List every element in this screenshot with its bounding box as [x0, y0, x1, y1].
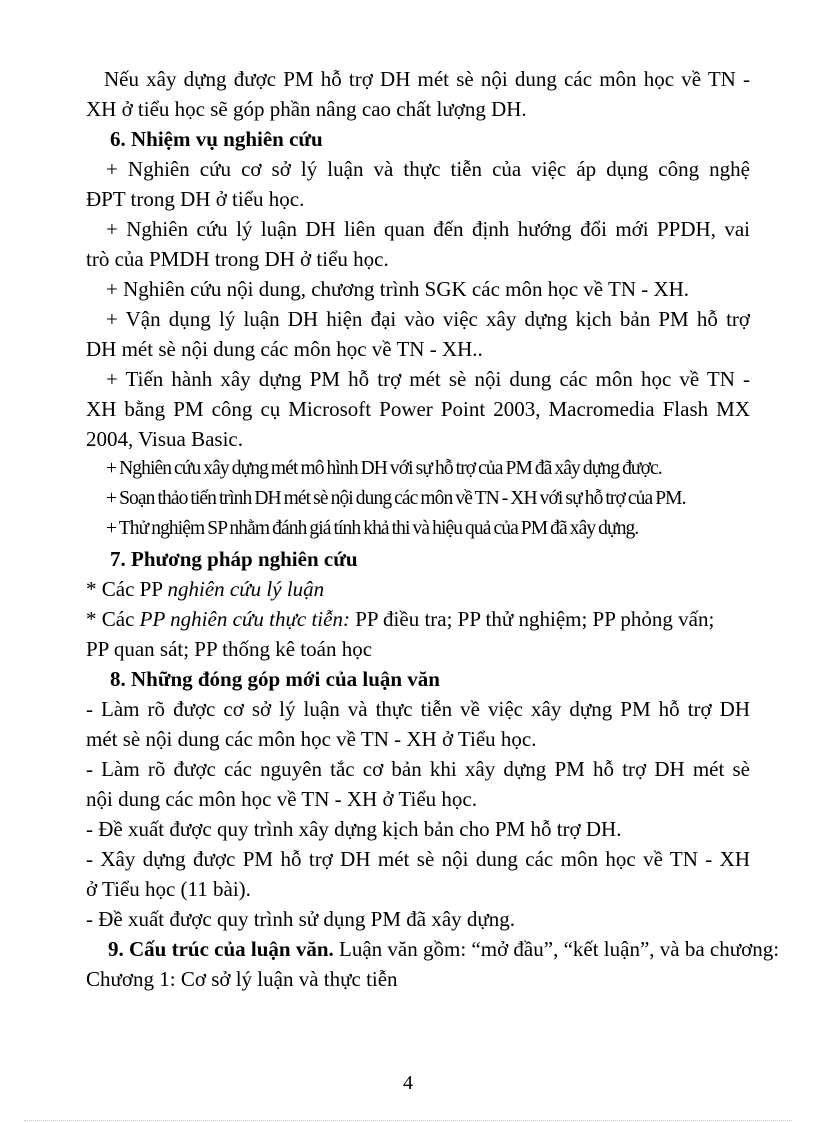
section-9-text: Luận văn gồm: “mở đầu”, “kết luận”, và ba chương:	[333, 937, 780, 961]
chapter-1-line: Chương 1: Cơ sở lý luận và thực tiễn	[86, 967, 398, 991]
task-1-line-2: ĐPT trong DH ở tiểu học.	[86, 187, 305, 211]
method-2-continued: PP quan sát; PP thống kê toán học	[86, 637, 373, 661]
task-2-line-1: + Nghiên cứu lý luận DH liên quan đến định hướng đổi mới PPDH, vai	[106, 217, 750, 241]
task-4-line-2: DH mét sè nội dung các môn học về TN - XH..	[86, 337, 483, 361]
method-2-rest: PP điều tra; PP thử nghiệm; PP phỏng vấn;	[349, 607, 715, 631]
method-2-prefix: * Các	[86, 607, 140, 631]
section-9-heading: 9. Cấu trúc của luận văn.	[108, 937, 334, 961]
contribution-3-line-1: - Đề xuất được quy trình xây dựng kịch bản cho PM hỗ trợ DH.	[86, 817, 622, 841]
contribution-2-line-2: nội dung các môn học về TN - XH ở Tiểu học.	[86, 787, 478, 811]
method-2	[86, 604, 750, 634]
page-bottom-border	[24, 1120, 792, 1121]
page-number: 4	[403, 1072, 413, 1094]
document-page	[86, 64, 780, 994]
task-7-line-1: + Soạn thảo tiến trình DH mét sè nội dung các môn về TN - XH với sự hỗ trợ của PM.	[106, 488, 686, 509]
section-8-heading: 8. Những đóng góp mới của luận văn	[110, 667, 440, 691]
contribution-1-line-1: - Làm rõ được cơ sở lý luận và thực tiễn về việc xây dựng PM hỗ trợ DH	[86, 697, 750, 721]
hypothesis-line-1: Nếu xây dựng được PM hỗ trợ DH mét sè nội dung các môn học về TN -	[104, 67, 750, 91]
method-1-prefix: * Các PP	[86, 577, 168, 601]
section-6-heading: 6. Nhiệm vụ nghiên cứu	[110, 127, 323, 151]
task-5-line-1: + Tiến hành xây dựng PM hỗ trợ mét sè nội dung các môn học về TN -	[106, 367, 750, 391]
task-3-line-1: + Nghiên cứu nội dung, chương trình SGK các môn học về TN - XH.	[106, 277, 690, 301]
contribution-2-line-1: - Làm rõ được các nguyên tắc cơ bản khi xây dựng PM hỗ trợ DH mét sè	[86, 757, 750, 781]
method-1	[86, 574, 750, 604]
contribution-1-line-2: mét sè nội dung các môn học về TN - XH ở Tiểu học.	[86, 727, 537, 751]
task-5-line-2: XH bằng PM công cụ Microsoft Power Point 2003, Macromedia Flash MX	[86, 397, 750, 421]
method-1-italic: nghiên cứu lý luận	[167, 577, 325, 601]
section-7-heading: 7. Phương pháp nghiên cứu	[110, 547, 358, 571]
task-5-line-3: 2004, Visua Basic.	[86, 427, 244, 451]
task-1-line-1: + Nghiên cứu cơ sở lý luận và thực tiễn của việc áp dụng công nghệ	[106, 157, 750, 181]
contribution-5-line-1: - Đề xuất được quy trình sử dụng PM đã xây dựng.	[86, 907, 516, 931]
contribution-4-line-1: - Xây dựng được PM hỗ trợ DH mét sè nội dung các môn học về TN - XH	[86, 847, 750, 871]
task-4-line-1: + Vận dụng lý luận DH hiện đại vào việc xây dựng kịch bản PM hỗ trợ	[106, 307, 750, 331]
contribution-4-line-2: ở Tiểu học (11 bài).	[86, 877, 251, 901]
method-2-italic: PP nghiên cứu thực tiễn:	[139, 607, 350, 631]
task-2-line-2: trò của PMDH trong DH ở tiểu học.	[86, 247, 389, 271]
task-8-line-1: + Thử nghiệm SP nhằm đánh giá tính khả thi và hiệu quả của PM đã xây dựng.	[106, 518, 639, 539]
hypothesis-line-2: XH ở tiểu học sẽ góp phần nâng cao chất lượng DH.	[86, 97, 527, 121]
section-9-paragraph	[86, 934, 780, 964]
task-6-line-1: + Nghiên cứu xây dựng mét mô hình DH với sự hỗ trợ của PM đã xây dựng được.	[106, 458, 662, 479]
